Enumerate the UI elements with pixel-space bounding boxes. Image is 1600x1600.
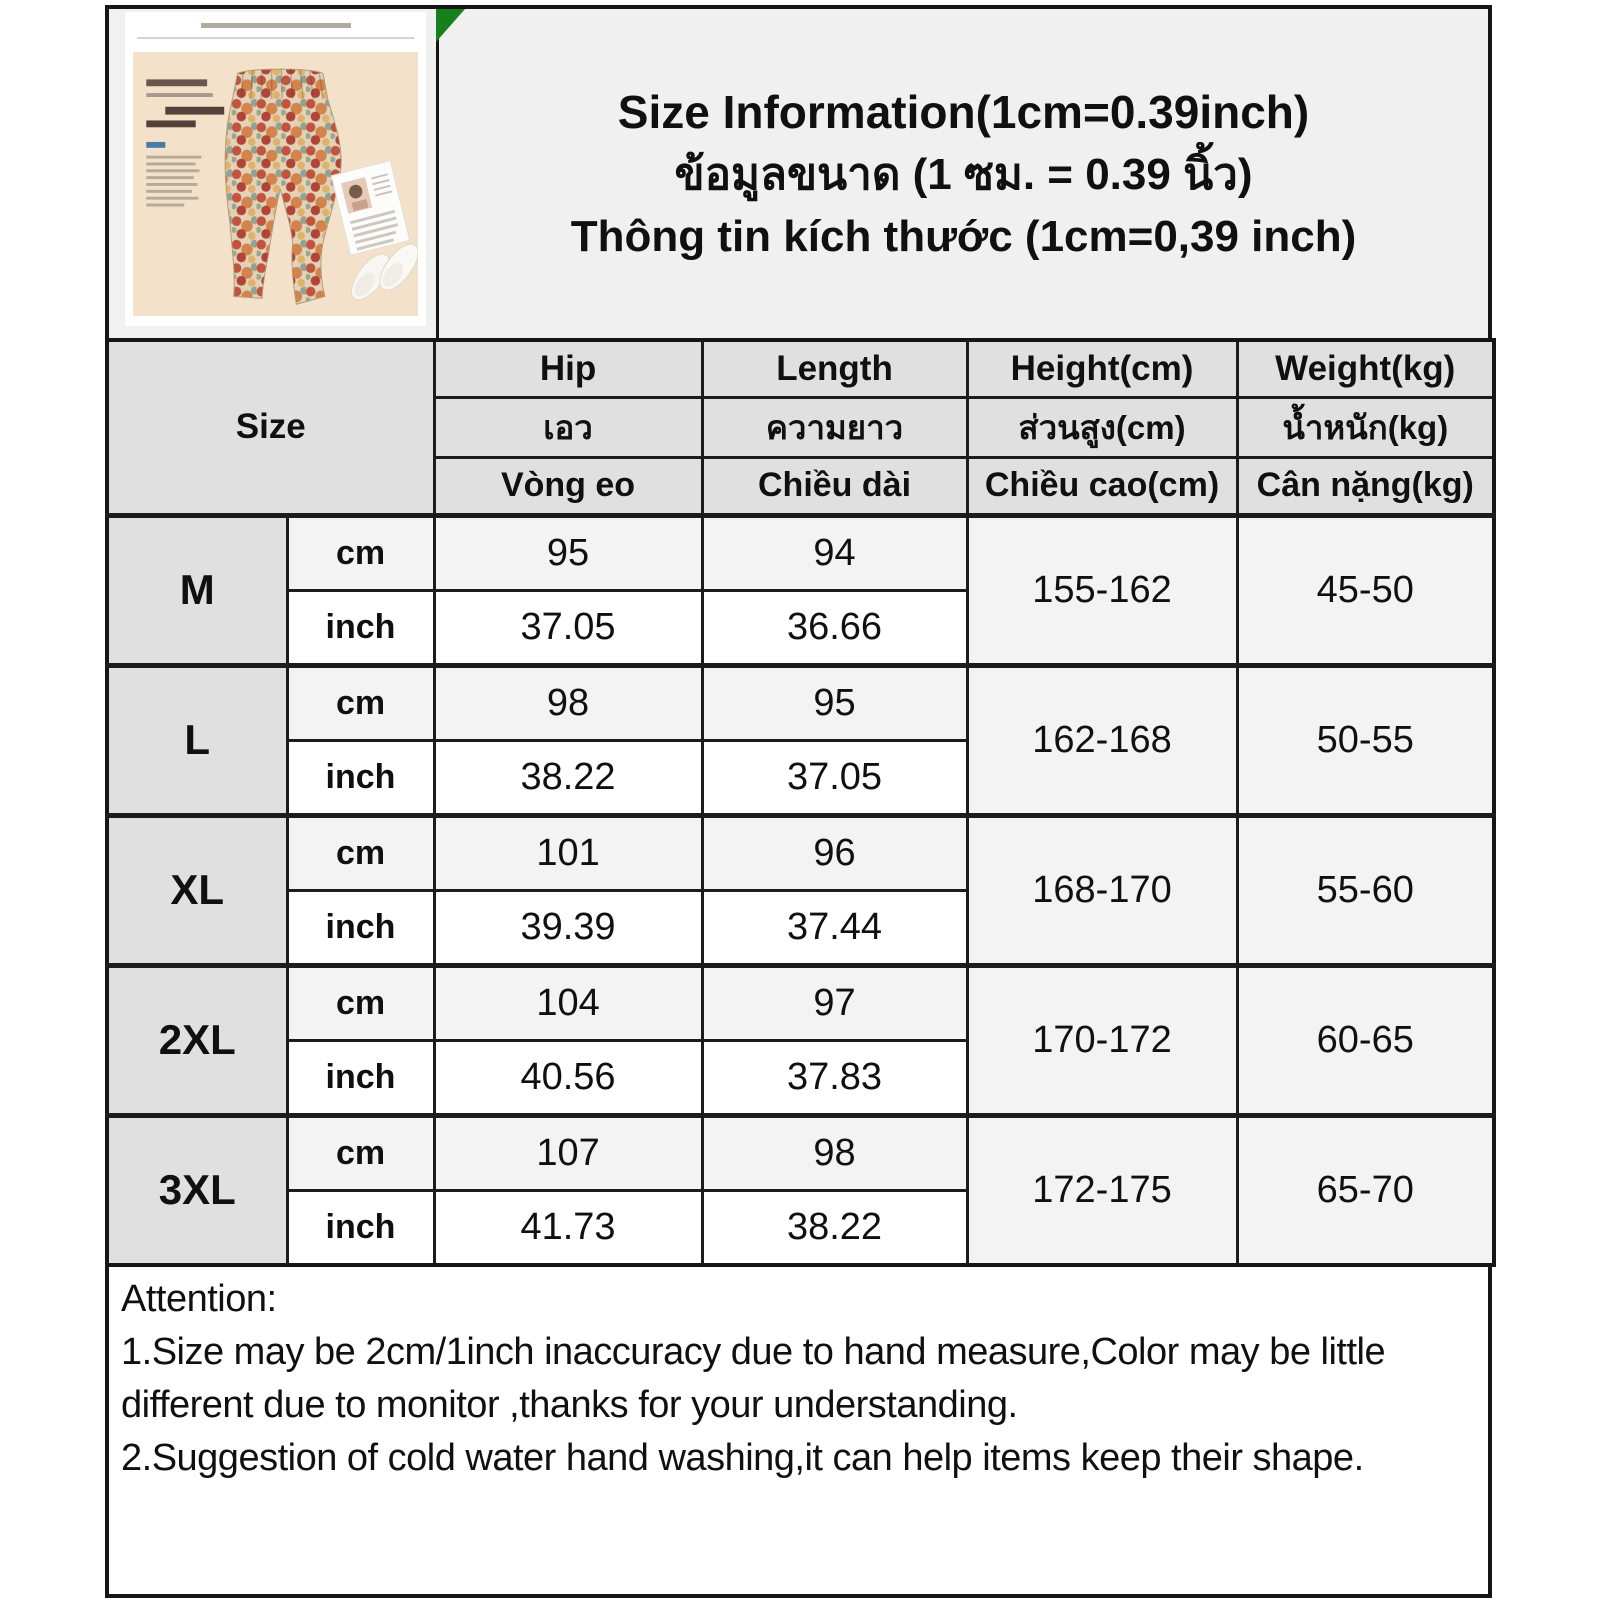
- length-inch-XL: 37.44: [702, 890, 967, 965]
- height-cell-L: 162-168: [967, 665, 1237, 815]
- unit-cell: inch: [287, 890, 434, 965]
- hip-inch-3XL: 41.73: [434, 1190, 702, 1265]
- header-height-th: ส่วนสูง(cm): [967, 397, 1237, 457]
- hip-inch-L: 38.22: [434, 740, 702, 815]
- floral-pants-illustration: [133, 52, 418, 316]
- weight-cell-XL: 55-60: [1237, 815, 1494, 965]
- height-cell-3XL: 172-175: [967, 1115, 1237, 1265]
- attention-note-2: 2.Suggestion of cold water hand washing,it can help items keep their shape.: [121, 1437, 1364, 1479]
- length-cm-M: 94: [702, 515, 967, 590]
- photo-caption-placeholder: [201, 23, 351, 28]
- title-vietnamese: Thông tin kích thước (1cm=0,39 inch): [570, 211, 1357, 261]
- header-length-vi: Chiều dài: [702, 457, 967, 515]
- unit-cell: cm: [287, 965, 434, 1040]
- top-section: [105, 5, 1492, 338]
- length-cm-L: 95: [702, 665, 967, 740]
- hip-cm-M: 95: [434, 515, 702, 590]
- weight-cell-3XL: 65-70: [1237, 1115, 1494, 1265]
- title-thai: ข้อมูลขนาด (1 ซม. = 0.39 นิ้ว): [674, 149, 1253, 199]
- hip-inch-M: 37.05: [434, 590, 702, 665]
- hip-cm-XL: 101: [434, 815, 702, 890]
- header-weight-en: Weight(kg): [1237, 340, 1494, 397]
- row-2XL-cm: [107, 965, 1494, 1040]
- unit-cell: cm: [287, 815, 434, 890]
- green-corner-flag-icon: [436, 9, 465, 42]
- size-header-cell: Size: [107, 340, 434, 515]
- attention-section: [105, 1267, 1492, 1598]
- length-inch-2XL: 37.83: [702, 1040, 967, 1115]
- size-cell-3XL: 3XL: [107, 1115, 287, 1265]
- header-height-vi: Chiều cao(cm): [967, 457, 1237, 515]
- unit-cell: inch: [287, 740, 434, 815]
- size-table: [105, 338, 1496, 1267]
- header-hip-en: Hip: [434, 340, 702, 397]
- unit-cell: inch: [287, 1040, 434, 1115]
- length-cm-3XL: 98: [702, 1115, 967, 1190]
- size-cell-2XL: 2XL: [107, 965, 287, 1115]
- title-english: Size Information(1cm=0.39inch): [617, 85, 1310, 138]
- header-length-en: Length: [702, 340, 967, 397]
- header-weight-vi: Cân nặng(kg): [1237, 457, 1494, 515]
- title-block: [439, 9, 1488, 338]
- product-photo-scene: [133, 52, 418, 316]
- height-cell-XL: 168-170: [967, 815, 1237, 965]
- size-cell-L: L: [107, 665, 287, 815]
- hip-inch-XL: 39.39: [434, 890, 702, 965]
- product-image-cell: [109, 9, 439, 338]
- length-inch-L: 37.05: [702, 740, 967, 815]
- attention-note-1: 1.Size may be 2cm/1inch inaccuracy due to hand measure,Color may be little different due to monitor ,thanks for your understanding.: [121, 1331, 1386, 1426]
- header-length-th: ความยาว: [702, 397, 967, 457]
- weight-cell-L: 50-55: [1237, 665, 1494, 815]
- header-hip-th: เอว: [434, 397, 702, 457]
- row-L-cm: [107, 665, 1494, 740]
- unit-cell: inch: [287, 1190, 434, 1265]
- length-inch-M: 36.66: [702, 590, 967, 665]
- header-hip-vi: Vòng eo: [434, 457, 702, 515]
- hip-cm-3XL: 107: [434, 1115, 702, 1190]
- header-weight-th: น้ำหนัก(kg): [1237, 397, 1494, 457]
- promo-text-bars: [146, 79, 224, 206]
- header-row-english: [107, 340, 1494, 397]
- size-chart-sheet: [105, 5, 1492, 1598]
- product-photo: [125, 12, 426, 326]
- attention-heading: Attention:: [121, 1278, 277, 1320]
- weight-cell-M: 45-50: [1237, 515, 1494, 665]
- photo-caption-rule: [137, 37, 414, 39]
- height-cell-2XL: 170-172: [967, 965, 1237, 1115]
- header-height-en: Height(cm): [967, 340, 1237, 397]
- row-M-cm: [107, 515, 1494, 590]
- unit-cell: cm: [287, 515, 434, 590]
- hip-inch-2XL: 40.56: [434, 1040, 702, 1115]
- length-cm-XL: 96: [702, 815, 967, 890]
- size-cell-M: M: [107, 515, 287, 665]
- magazine-graphic: [331, 161, 409, 256]
- length-inch-3XL: 38.22: [702, 1190, 967, 1265]
- hip-cm-L: 98: [434, 665, 702, 740]
- row-XL-cm: [107, 815, 1494, 890]
- height-cell-M: 155-162: [967, 515, 1237, 665]
- unit-cell: inch: [287, 590, 434, 665]
- unit-cell: cm: [287, 665, 434, 740]
- unit-cell: cm: [287, 1115, 434, 1190]
- size-cell-XL: XL: [107, 815, 287, 965]
- hip-cm-2XL: 104: [434, 965, 702, 1040]
- weight-cell-2XL: 60-65: [1237, 965, 1494, 1115]
- length-cm-2XL: 97: [702, 965, 967, 1040]
- pants-graphic: [225, 69, 341, 305]
- row-3XL-cm: [107, 1115, 1494, 1190]
